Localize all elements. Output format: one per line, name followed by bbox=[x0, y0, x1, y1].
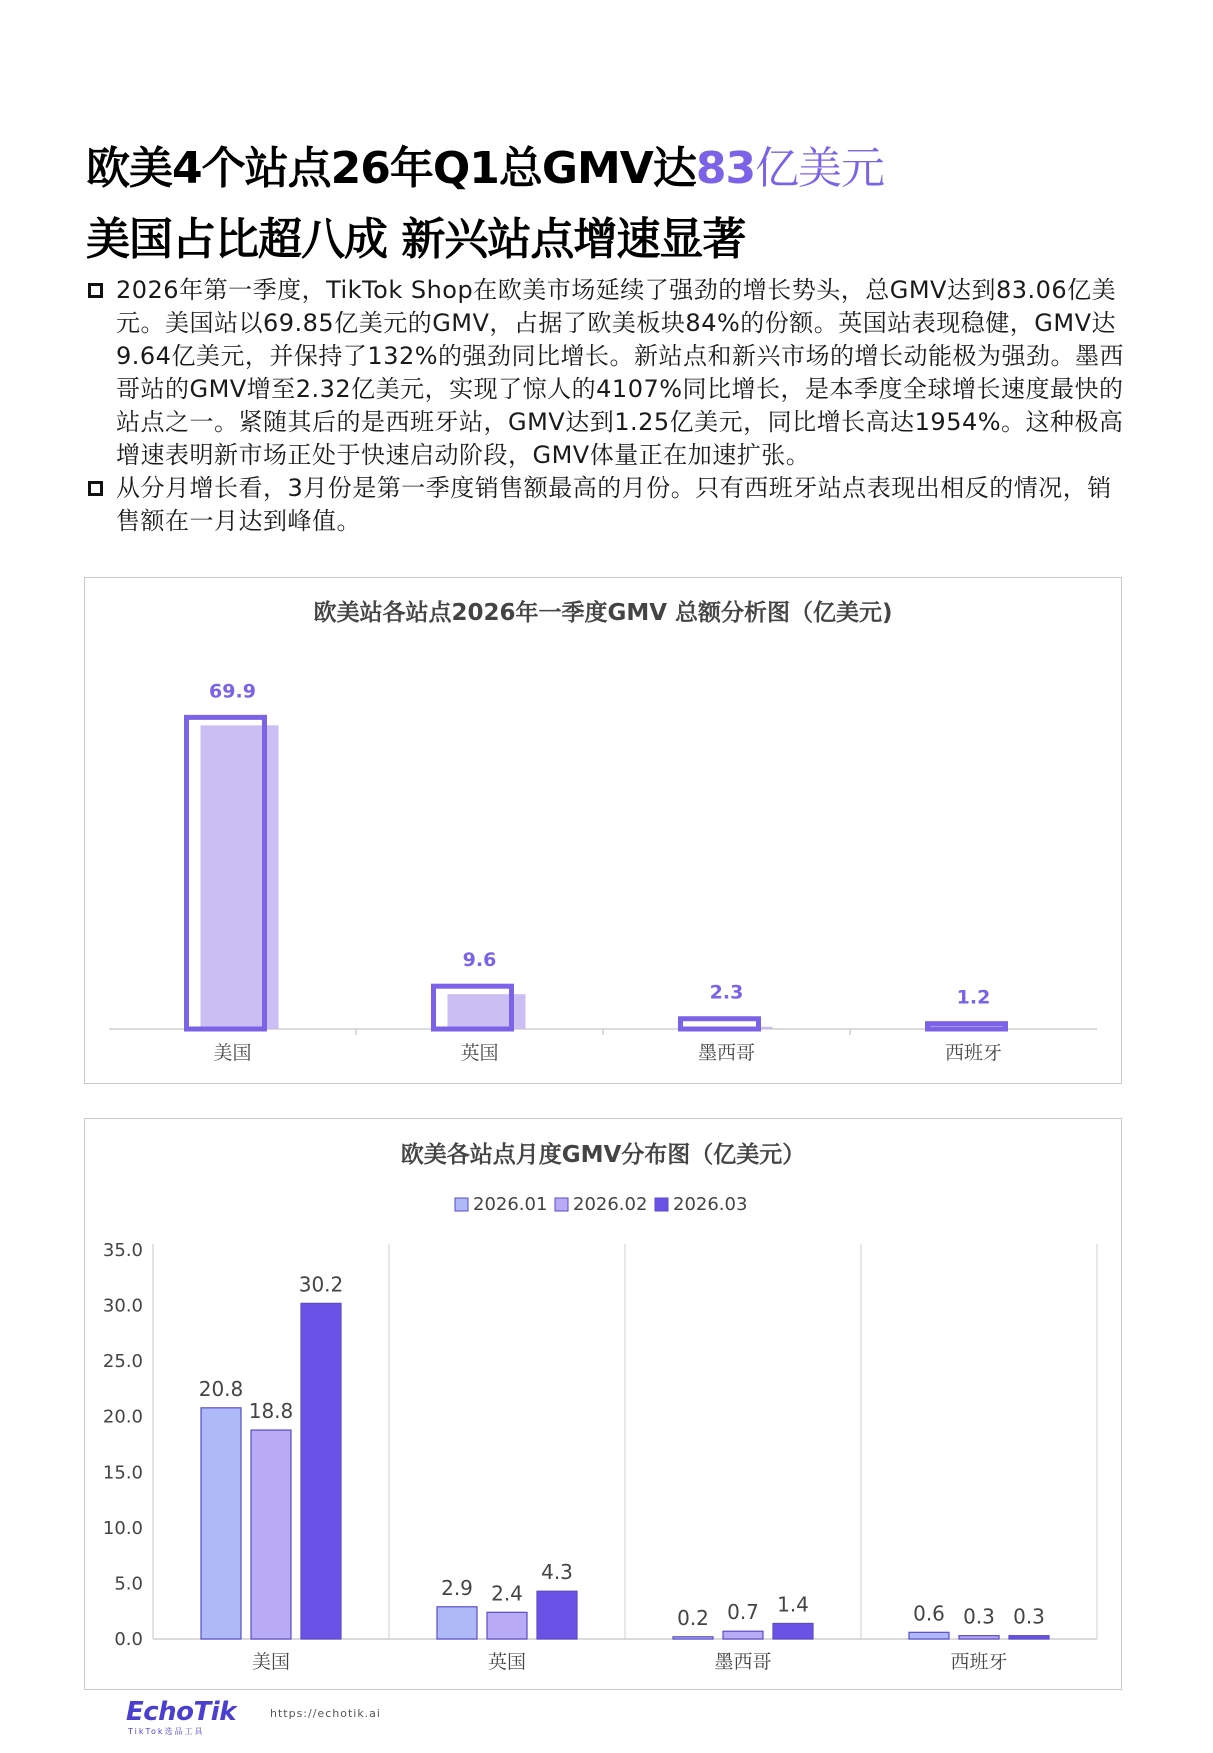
y-tick-label: 0.0 bbox=[114, 1629, 143, 1650]
legend-swatch bbox=[555, 1198, 568, 1211]
echotik-logo: EchoTik bbox=[126, 1697, 236, 1727]
x-tick-label: 美国 bbox=[251, 1651, 291, 1673]
logo-subtitle: TikTok选品工具 bbox=[128, 1727, 205, 1736]
data-label: 69.9 bbox=[209, 680, 256, 703]
y-tick-label: 25.0 bbox=[102, 1351, 143, 1373]
checkbox-bullet-icon bbox=[88, 283, 103, 298]
bar bbox=[437, 1607, 477, 1639]
bar bbox=[301, 1303, 341, 1639]
bar bbox=[681, 1019, 759, 1029]
chart-panel-total-gmv bbox=[84, 577, 1122, 1084]
monthly-gmv-chart bbox=[85, 1119, 1120, 1688]
title-prefix: 欧美4个站点26年Q1总GMV达 bbox=[86, 143, 696, 194]
bar bbox=[909, 1632, 949, 1639]
data-label: 2.4 bbox=[491, 1581, 523, 1606]
total-gmv-chart bbox=[85, 578, 1120, 1082]
data-label: 0.3 bbox=[1013, 1604, 1045, 1629]
x-tick-label: 西班牙 bbox=[950, 1651, 1008, 1673]
legend-swatch bbox=[655, 1198, 668, 1211]
data-label: 0.7 bbox=[727, 1600, 759, 1625]
footer-url[interactable]: https://echotik.ai bbox=[270, 1707, 381, 1720]
bar bbox=[928, 1024, 1006, 1029]
x-tick-label: 西班牙 bbox=[944, 1042, 1003, 1064]
bar bbox=[201, 1408, 241, 1639]
bar bbox=[673, 1637, 713, 1639]
legend-label: 2026.01 bbox=[473, 1194, 548, 1215]
summary-bullets bbox=[86, 274, 1126, 538]
bullet-item bbox=[86, 472, 1126, 538]
data-label: 1.4 bbox=[777, 1592, 809, 1617]
chart-panel-monthly-gmv bbox=[84, 1118, 1122, 1690]
y-tick-label: 35.0 bbox=[102, 1240, 143, 1261]
data-label: 18.8 bbox=[248, 1399, 294, 1424]
bar bbox=[1009, 1636, 1049, 1639]
data-label: 4.3 bbox=[541, 1560, 573, 1585]
y-tick-label: 15.0 bbox=[102, 1462, 143, 1484]
chart-title: 欧美站各站点2026年一季度GMV 总额分析图（亿美元) bbox=[313, 600, 893, 626]
y-tick-label: 10.0 bbox=[102, 1517, 143, 1539]
bar bbox=[537, 1591, 577, 1639]
data-label: 0.6 bbox=[913, 1601, 945, 1626]
bullet-text: 2026年第一季度，TikTok Shop在欧美市场延续了强劲的增长势头，总GMV达到83.06亿美元。美国站以69.85亿美元的GMV，占据了欧美板块84%的份额。英国站表现稳健，GMV达9.64亿美元，并保持了132%的强劲同比增长。新站点和新兴市场的增长动能极为强劲。墨西哥站的GMV增至2.32亿美元，实现了惊人的4107%同比增长，是本季度全球增长速度最快的站点之一。紧随其后的是西班牙站，GMV达到1.25亿美元，同比增长高达1954%。这种极高增速表明新市场正处于快速启动阶段，GMV体量正在加速扩张。 bbox=[116, 276, 1125, 469]
data-label: 0.3 bbox=[963, 1604, 995, 1629]
bar bbox=[487, 1612, 527, 1639]
legend-label: 2026.03 bbox=[673, 1194, 748, 1215]
x-tick-label: 美国 bbox=[213, 1042, 252, 1064]
bullet-text: 从分月增长看，3月份是第一季度销售额最高的月份。只有西班牙站点表现出相反的情况，销售额在一月达到峰值。 bbox=[116, 474, 1112, 535]
legend-label: 2026.02 bbox=[573, 1194, 648, 1215]
x-tick-label: 英国 bbox=[460, 1042, 499, 1064]
x-tick-label: 英国 bbox=[487, 1651, 527, 1673]
data-label: 9.6 bbox=[462, 949, 497, 972]
y-tick-label: 5.0 bbox=[114, 1573, 143, 1595]
checkbox-bullet-icon bbox=[88, 481, 103, 496]
legend-swatch bbox=[455, 1198, 468, 1211]
data-label: 20.8 bbox=[198, 1376, 244, 1401]
y-tick-label: 20.0 bbox=[102, 1406, 143, 1428]
chart-title: 欧美各站点月度GMV分布图（亿美元） bbox=[400, 1142, 806, 1168]
page-title-line1 bbox=[86, 132, 884, 196]
data-label: 30.2 bbox=[298, 1272, 344, 1297]
data-label: 0.2 bbox=[677, 1605, 709, 1630]
title-highlight-number: 83 bbox=[695, 143, 756, 194]
y-tick-label: 30.0 bbox=[102, 1295, 143, 1317]
x-tick-label: 墨西哥 bbox=[697, 1042, 756, 1064]
data-label: 1.2 bbox=[956, 986, 991, 1009]
data-label: 2.9 bbox=[441, 1575, 473, 1600]
bar bbox=[773, 1623, 813, 1639]
bar bbox=[251, 1430, 291, 1639]
bullet-item bbox=[86, 274, 1126, 472]
page-title-line2: 美国占比超八成 新兴站点增速显著 bbox=[86, 214, 746, 265]
x-tick-label: 墨西哥 bbox=[714, 1651, 772, 1673]
bar bbox=[959, 1636, 999, 1639]
data-label: 2.3 bbox=[709, 981, 744, 1004]
title-highlight-unit: 亿美元 bbox=[755, 143, 885, 194]
bar bbox=[723, 1631, 763, 1639]
